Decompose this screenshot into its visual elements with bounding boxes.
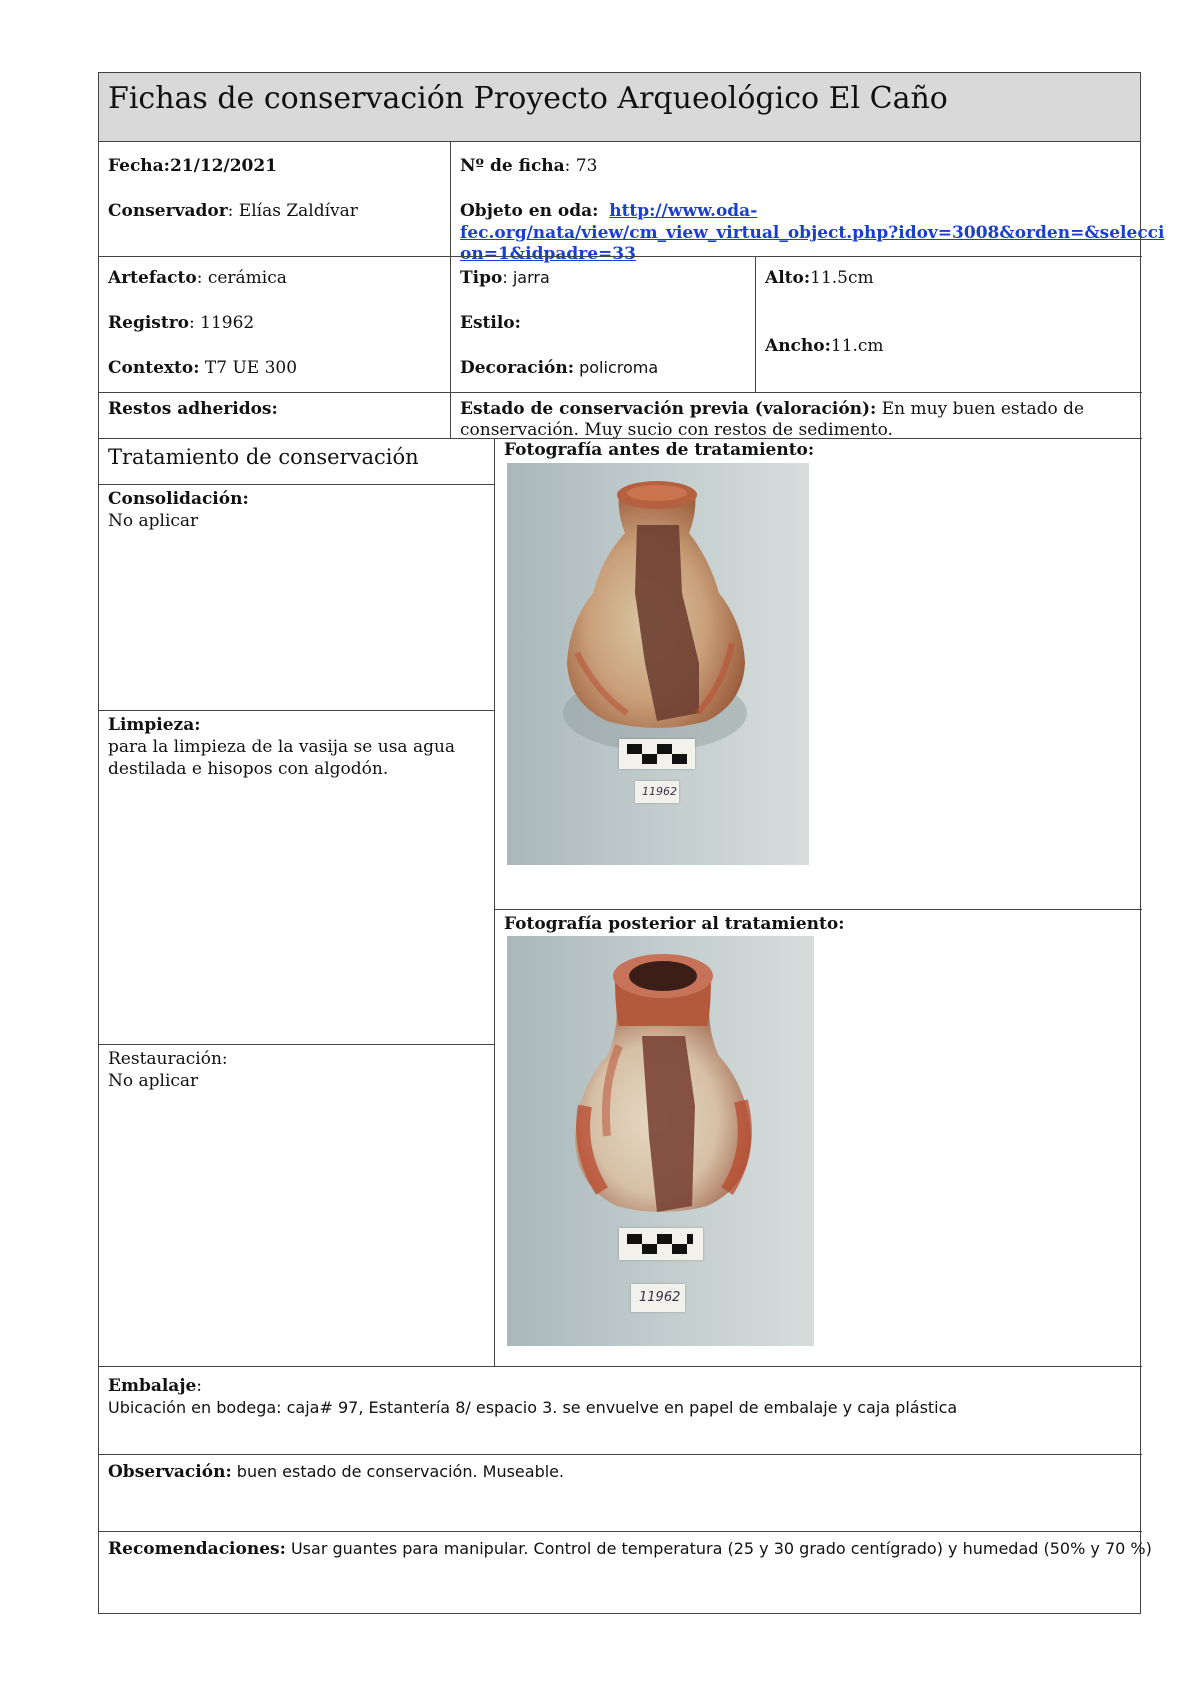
type-cell (450, 256, 755, 392)
context-field: Contexto: T7 UE 300 (108, 358, 298, 378)
packaging-label: Embalaje: (108, 1376, 203, 1396)
photo-after-image (507, 936, 814, 1346)
photo-before-image (507, 463, 809, 865)
cleaning-line-1: para la limpieza de la vasija se usa agua (108, 737, 456, 757)
restoration-value: No aplicar (108, 1071, 199, 1091)
restoration-cell (99, 1044, 494, 1366)
photo-before-label: Fotografía antes de tratamiento: (504, 440, 815, 460)
width-field: Ancho:11.cm (765, 336, 884, 356)
vessel-before-illustration (507, 463, 809, 865)
form-header (99, 73, 1140, 142)
cleaning-line-2: destilada e hisopos con algodón. (108, 759, 389, 779)
restoration-label: Restauración: (108, 1049, 228, 1069)
consolidation-cell (99, 484, 494, 710)
conservator-field: Conservador: Elías Zaldívar (108, 201, 358, 221)
number-tag-after: 11962 (631, 1284, 685, 1312)
condition-field-line-2: conservación. Muy sucio con restos de sedimento. (460, 420, 893, 440)
registry-field: Registro: 11962 (108, 313, 255, 333)
packaging-value: Ubicación en bodega: caja# 97, Estantería 8/ espacio 3. se envuelve en papel de embalaje y caja plástica (108, 1398, 958, 1417)
recommendations-field: Recomendaciones: Usar guantes para manipular. Control de temperatura (25 y 30 grado centígrado) y humedad (50% y 70 %) (108, 1539, 1152, 1559)
oda-object-link[interactable]: http://www.oda- (609, 201, 758, 221)
date-conservator-cell (99, 142, 450, 256)
photo-after-cell (494, 909, 1142, 1366)
object-link-line-2[interactable] (460, 222, 1165, 244)
condition-field: Estado de conservación previa (valoración): En muy buen estado de (460, 399, 1085, 419)
consolidation-label: Consolidación: (108, 489, 249, 509)
conservation-form (98, 72, 1165, 1614)
form-title: Fichas de conservación Proyecto Arqueológico El Caño (108, 81, 948, 116)
photo-after-label: Fotografía posterior al tratamiento: (504, 914, 845, 934)
oda-object-link-2[interactable]: fec.org/nata/view/cm_view_virtual_object.php?idov=3008&orden=&selecci (460, 223, 1165, 243)
object-link-field: Objeto en oda: http://www.oda- (460, 201, 758, 221)
style-field: Estilo: (460, 313, 521, 333)
dimensions-cell (755, 256, 1142, 392)
recommendations-cell (99, 1531, 1152, 1615)
residues-label: Restos adheridos: (108, 399, 278, 419)
decoration-field: Decoración: policroma (460, 358, 659, 378)
condition-cell (450, 392, 1142, 438)
photo-before-cell (494, 438, 1142, 909)
treatment-header-cell (99, 438, 494, 484)
consolidation-value: No aplicar (108, 511, 199, 531)
residues-cell (99, 392, 450, 438)
record-object-cell (450, 142, 1165, 264)
observation-cell (99, 1454, 1142, 1531)
scale-card-after (619, 1228, 703, 1260)
artifact-field: Artefacto: cerámica (108, 268, 287, 288)
oda-object-link-3[interactable]: on=1&idpadre=33 (460, 244, 636, 264)
cleaning-label: Limpieza: (108, 715, 201, 735)
date-field: Fecha:21/12/2021 (108, 156, 278, 176)
treatment-title: Tratamiento de conservación (108, 445, 419, 469)
number-tag-before: 11962 (635, 781, 679, 803)
height-field: Alto:11.5cm (765, 268, 874, 288)
observation-field: Observación: buen estado de conservación. Museable. (108, 1462, 565, 1482)
type-field: Tipo: jarra (460, 268, 550, 288)
artifact-cell (99, 256, 450, 392)
packaging-cell (99, 1366, 1142, 1454)
scale-card-before (619, 739, 695, 769)
record-number-field: Nº de ficha: 73 (460, 156, 598, 176)
cleaning-cell (99, 710, 494, 1044)
